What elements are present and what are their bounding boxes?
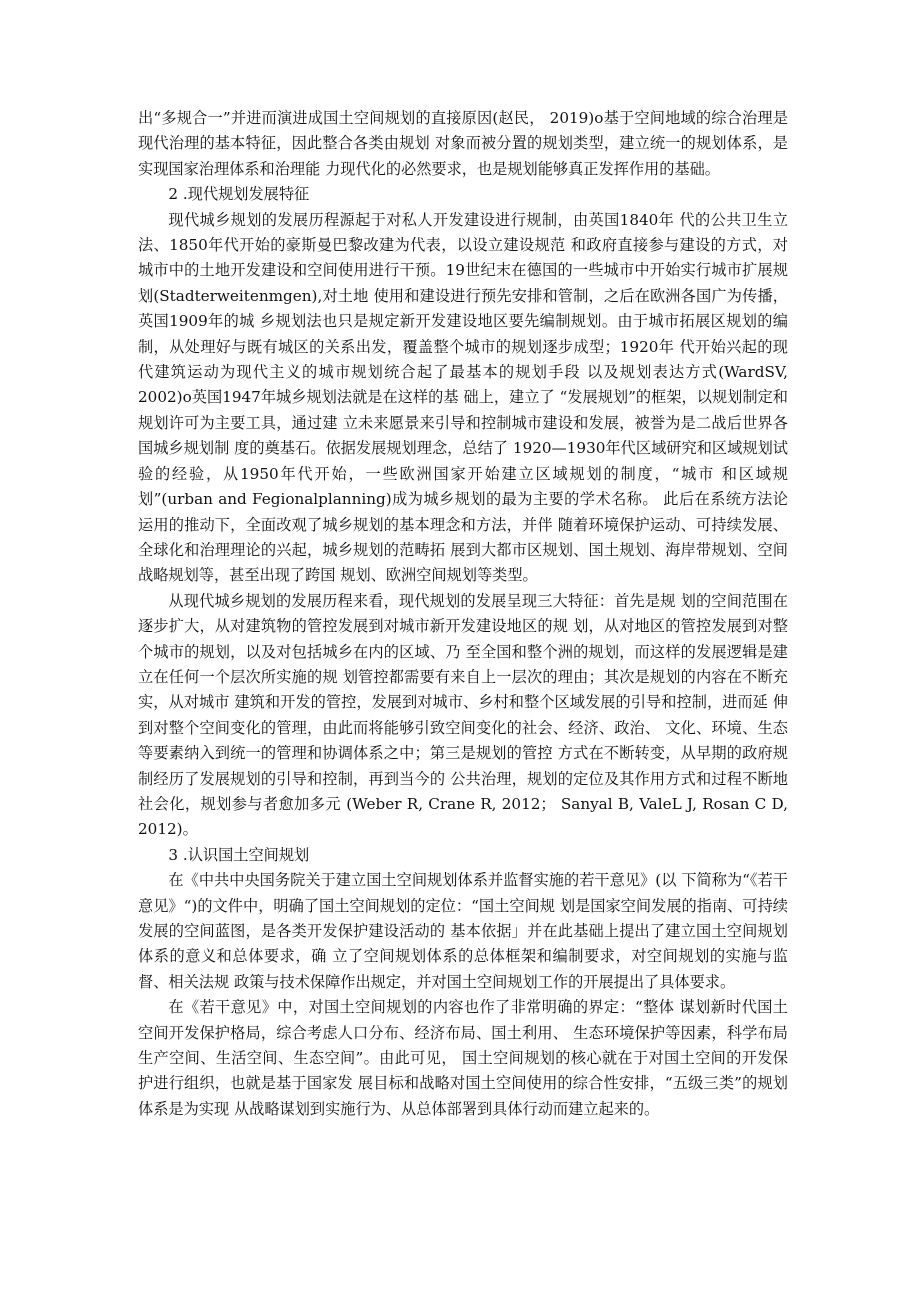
paragraph-opinions: 在《中共中央国务院关于建立国土空间规划体系并监督实施的若干意见》(以 下简称为“《若干意见》“)的文件中，明确了国土空间规划的定位：“国土空间规 划是国家空间发展的指南、可持续发展的空间蓝图，是各类开发保护建设活动的 基本依据」并在此基础上提出了建立国土空间规划体系的意义和总体要求，确 立了空间规划体系的总体框架和编制要求，对空间规划的实施与监督、相关法规 政策与技术保障作出规定，并对国土空间规划工作的开展提出了具体要求。 <box>138 871 788 991</box>
paragraph-intro: 出“多规合一”并进而演进成国土空间规划的直接原因(赵民， 2019)o基于空间地域的综合治理是现代治理的基本特征，因此整合各类由规划 对象而被分置的规划类型，建立统一的规划体系，是实现国家治理体系和治理能 力现代化的必然要求，也是规划能够真正发挥作用的基础。 <box>138 109 788 178</box>
paragraph-definition: 在《若干意见》中，对国土空间规划的内容也作了非常明确的界定：“整体 谋划新时代国土空间开发保护格局，综合考虑人口分布、经济布局、国土利用、 生态环境保护等因素，科学布局生产空间、生活空间、生态空间”。由此可见， 国土空间规划的核心就在于对国土空间的开发保护进行组织，也就是基于国家发 展目标和战略对国土空间使用的综合性安排，“五级三类”的规划体系是为实现 从战略谋划到实施行为、从总体部署到具体行动而建立起来的。 <box>138 998 788 1118</box>
section-heading-3: 3 .认识国土空间规划 <box>168 845 310 864</box>
section-heading-2: 2 .现代规划发展特征 <box>168 185 310 204</box>
paragraph-history: 现代城乡规划的发展历程源起于对私人开发建设进行规制，由英国1840年 代的公共卫生立法、1850年代开始的豪斯曼巴黎改建为代表，以设立建设规范 和政府直接参与建设的方式，对城市中的土地开发建设和空间使用进行干预。19世纪末在德国的一些城市中开始实行城市扩展规划(Stadterweitenmgen),对土地 使用和建设进行预先安排和管制，之后在欧洲各国广为传播，英国1909年的城 乡规划法也只是规定新开发建设地区要先编制规划。由于城市拓展区规划的编 制，从处理好与既有城区的关系出发，覆盖整个城市的规划逐步成型；1920年 代开始兴起的现代建筑运动为现代主义的城市规划统合起了最基本的规划手段 以及规划表达方式(WardSV, 2002)o英国1947年城乡规划法就是在这样的基 础上，建立了 “发展规划”的框架，以规划制定和规划许可为主要工具，通过建 立未来愿景来引导和控制城市建设和发展，被誉为是二战后世界各国城乡规划制 度的奠基石。依据发展规划理念，总结了 1920—1930年代区域研究和区域规划试验的经验，从1950年代开始，一些欧洲国家开始建立区域规划的制度，“城市 和区域规划”(urban and Fegionalplanning)成为城乡规划的最为主要的学术名称。 此后在系统方法论运用的推动下，全面改观了城乡规划的基本理念和方法，并伴 随着环境保护运动、可持续发展、全球化和治理理论的兴起，城乡规划的范畴拓 展到大都市区规划、国土规划、海岸带规划、空间战略规划等，甚至出现了跨国 规划、欧洲空间规划等类型。 <box>138 210 788 585</box>
paragraph-features: 从现代城乡规划的发展历程来看，现代规划的发展呈现三大特征：首先是规 划的空间范围在逐步扩大，从对建筑物的管控发展到对城市新开发建设地区的规 划，从对地区的管控发展到对整个城市的规划，以及对包括城乡在内的区域、乃 至全国和整个洲的规划，而这样的发展逻辑是建立在任何一个层次所实施的规 划管控都需要有来自上一层次的理由；其次是规划的内容在不断充实，从对城市 建筑和开发的管控，发展到对城市、乡村和整个区域发展的引导和控制，进而延 伸到对整个空间变化的管理，由此而将能够引致空间变化的社会、经济、政治、 文化、环境、生态等要素纳入到统一的管理和协调体系之中；第三是规划的管控 方式在不断转变，从早期的政府规制经历了发展规划的引导和控制，再到当今的 公共治理，规划的定位及其作用方式和过程不断地社会化，规划参与者愈加多元 (Weber R, Crane R, 2012； Sanyal B, ValeL J, Rosan C D, 2012)。 <box>138 591 788 839</box>
document-body <box>138 106 788 1122</box>
